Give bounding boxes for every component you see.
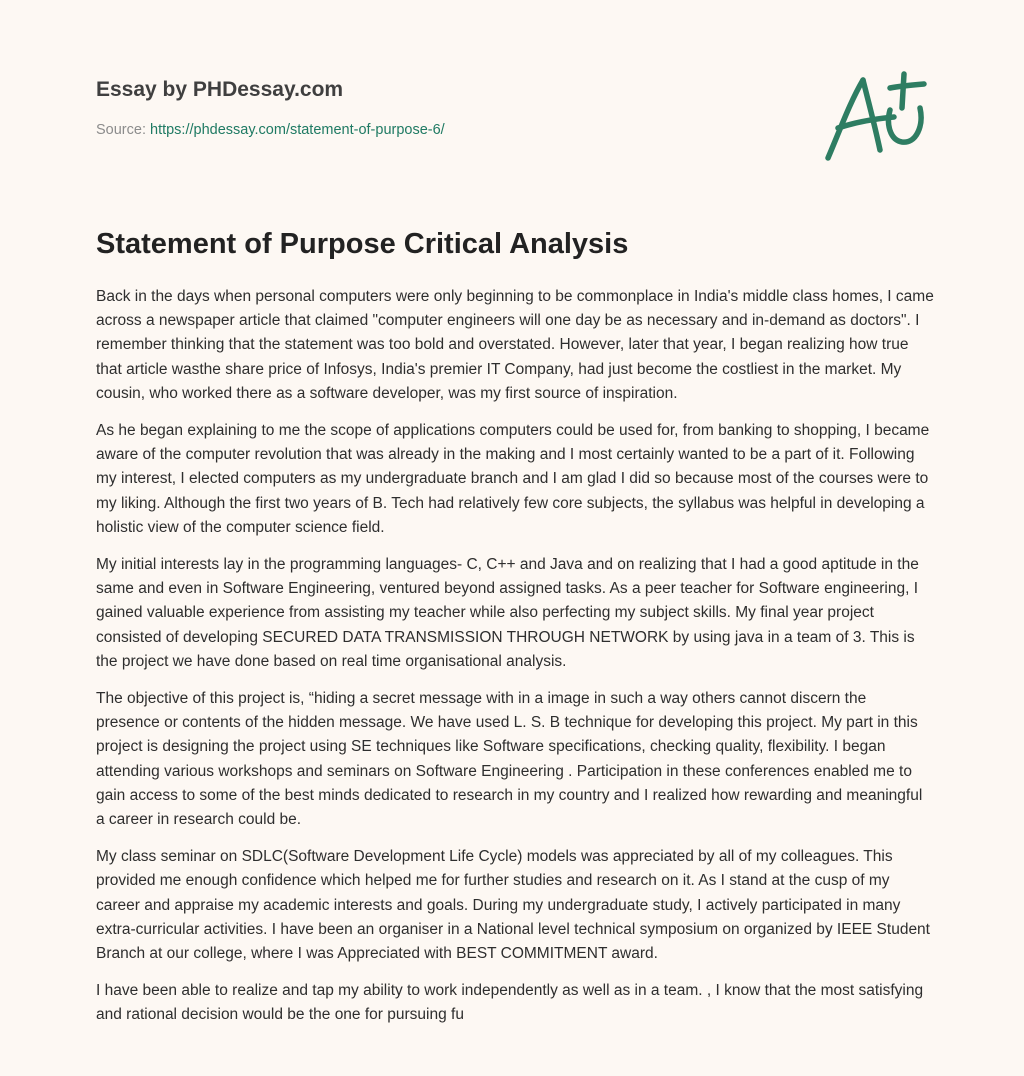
source-line: [96, 120, 656, 140]
paragraph: My initial interests lay in the programming languages- C, C++ and Java and on realizing that I had a good aptitude in the same and even in Software Engineering, ventured beyond assigned tasks. As a peer teacher for Software engineering, I gained valuable experience from assisting my teacher while also perfecting my subject skills. My final year project consisted of developing SECURED DATA TRANSMISSION THROUGH NETWORK by using java in a team of 3. This is the project we have done based on real time organisational analysis.: [96, 556, 919, 670]
source-link[interactable]: https://phdessay.com/statement-of-purpose-6/: [150, 122, 445, 138]
article-title: Statement of Purpose Critical Analysis: [96, 228, 629, 260]
a-plus-logo-graphic: [818, 64, 930, 168]
paragraph: My class seminar on SDLC(Software Development Life Cycle) models was appreciated by all of my colleagues. This provided me enough confidence which helped me for further studies and research on it. As I stand at the cusp of my career and appraise my academic interests and goals. During my undergraduate study, I actively participated in many extra-curricular activities. I have been an organiser in a National level technical symposium on organized by IEEE Student Branch at our college, where I was Appreciated with BEST COMMITMENT award.: [96, 848, 930, 963]
article-body: [96, 285, 934, 1041]
site-header: [96, 74, 656, 140]
paragraph: Back in the days when personal computers were only beginning to be commonplace in India's middle class homes, I came across a newspaper article that claimed "computer engineers will one day be as necessary and in-demand as doctors". I remember thinking that the statement was too bold and overstated. However, later that year, I began realizing how true that article wasthe share price of Infosys, India's premier IT Company, had just become the costliest in the market. My cousin, who worked there as a software developer, was my first source of inspiration.: [96, 288, 934, 402]
paragraph: I have been able to realize and tap my ability to work independently as well as in a team. , I know that the most satisfying and rational decision would be the one for pursuing fu: [96, 982, 924, 1024]
source-label: Source:: [96, 122, 150, 138]
a-plus-logo-icon: [818, 64, 930, 168]
paragraph: The objective of this project is, “hiding a secret message with in a image in such a way others cannot discern the presence or contents of the hidden message. We have used L. S. B technique for developing this project. My part in this project is designing the project using SE techniques like Software specifications, checking quality, flexibility. I began attending various workshops and seminars on Software Engineering . Participation in these conferences enabled me to gain access to some of the best minds dedicated to research in my country and I realized how rewarding and meaningful a career in research could be.: [96, 690, 923, 829]
site-title: Essay by PHDessay.com: [96, 78, 344, 101]
paragraph: As he began explaining to me the scope of applications computers could be used for, from banking to shopping, I became aware of the computer revolution that was already in the making and I most certainly wanted to be a part of it. Following my interest, I elected computers as my undergraduate branch and I am glad I did so because most of the courses were to my liking. Although the first two years of B. Tech had relatively few core subjects, the syllabus was helpful in developing a holistic view of the computer science field.: [96, 422, 930, 536]
